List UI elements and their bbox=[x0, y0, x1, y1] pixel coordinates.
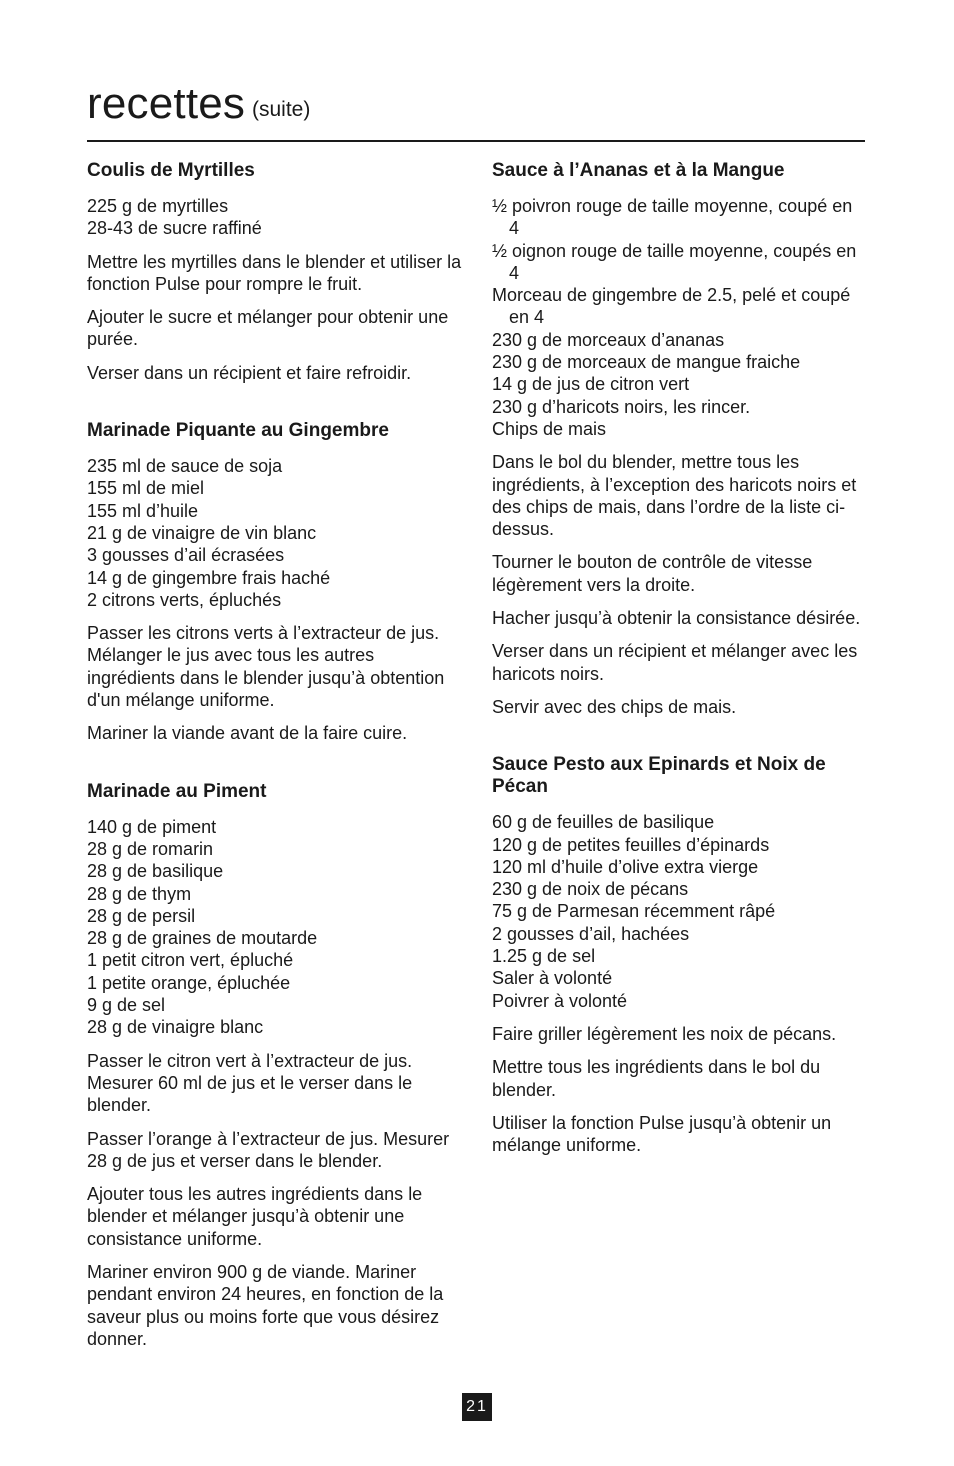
ingredient-item: ½ oignon rouge de taille moyenne, coupés en 4 bbox=[492, 240, 857, 283]
ingredient-list bbox=[87, 195, 467, 240]
ingredient-item: 1 petite orange, épluchée bbox=[87, 972, 291, 993]
ingredient-item: 14 g de gingembre frais haché bbox=[87, 567, 331, 588]
instruction-step: Mettre les myrtilles dans le blender et utiliser la fonction Pulse pour rompre le fruit. bbox=[87, 251, 462, 294]
instruction-step: Mettre tous les ingrédients dans le bol du blender. bbox=[492, 1057, 821, 1100]
ingredient-item: 28 g de romarin bbox=[87, 838, 214, 859]
ingredient-item: 9 g de sel bbox=[87, 995, 166, 1016]
instruction-step: Faire griller légèrement les noix de pécans. bbox=[492, 1023, 837, 1044]
page-title: recettes bbox=[87, 79, 246, 128]
ingredient-item: 155 ml d’huile bbox=[87, 500, 199, 521]
ingredient-item: 3 gousses d’ail écrasées bbox=[87, 545, 285, 566]
recipe-section bbox=[87, 420, 467, 745]
ingredient-item: 28 g de basilique bbox=[87, 861, 224, 882]
instruction-step: Dans le bol du blender, mettre tous les ingrédients, à l’exception des haricots noirs et des chips de mais, dans l’ordre de la liste ci-dessus. bbox=[492, 452, 857, 540]
ingredient-item: 1 petit citron vert, épluché bbox=[87, 950, 294, 971]
ingredient-item: Poivrer à volonté bbox=[492, 990, 628, 1011]
ingredient-item: Morceau de gingembre de 2.5, pelé et coupé en 4 bbox=[492, 285, 851, 328]
instruction-step: Passer les citrons verts à l’extracteur de jus. Mélanger le jus avec tous les autres ingrédients dans le blender jusqu’à obtention d'un mélange uniforme. bbox=[87, 623, 445, 711]
ingredient-item: 120 ml d’huile d’olive extra vierge bbox=[492, 856, 759, 877]
ingredient-item: 28 g de vinaigre blanc bbox=[87, 1017, 264, 1038]
ingredient-item: 28-43 de sucre raffiné bbox=[87, 218, 262, 239]
recipe-section bbox=[87, 781, 467, 1351]
ingredient-item: Saler à volonté bbox=[492, 968, 613, 989]
recipe-section bbox=[87, 160, 467, 384]
ingredient-item: 230 g d’haricots noirs, les rincer. bbox=[492, 396, 751, 417]
ingredient-list bbox=[492, 811, 864, 1012]
ingredient-item: ½ poivron rouge de taille moyenne, coupé en 4 bbox=[492, 196, 853, 239]
instruction-step: Passer l’orange à l’extracteur de jus. Mesurer 28 g de jus et verser dans le blender. bbox=[87, 1128, 450, 1171]
page-number: 21 bbox=[462, 1393, 492, 1421]
left-column bbox=[87, 160, 467, 1386]
page-subtitle: (suite) bbox=[252, 98, 311, 121]
ingredient-item: 14 g de jus de citron vert bbox=[492, 374, 690, 395]
instruction-step: Verser dans un récipient et mélanger avec les haricots noirs. bbox=[492, 641, 858, 684]
ingredient-item: 235 ml de sauce de soja bbox=[87, 456, 283, 477]
ingredient-item: Chips de mais bbox=[492, 418, 607, 439]
ingredient-list bbox=[492, 195, 864, 440]
ingredient-list bbox=[87, 455, 467, 611]
recipe-section bbox=[492, 160, 864, 718]
ingredient-item: 230 g de morceaux d’ananas bbox=[492, 329, 725, 350]
ingredient-item: 28 g de thym bbox=[87, 883, 192, 904]
ingredient-item: 21 g de vinaigre de vin blanc bbox=[87, 522, 317, 543]
ingredient-item: 28 g de persil bbox=[87, 905, 196, 926]
instruction-step: Ajouter tous les autres ingrédients dans le blender et mélanger jusqu’à obtenir une consistance uniforme. bbox=[87, 1184, 423, 1249]
ingredient-item: 230 g de noix de pécans bbox=[492, 879, 689, 900]
instruction-step: Utiliser la fonction Pulse jusqu’à obtenir un mélange uniforme. bbox=[492, 1112, 832, 1156]
recipe-title: Sauce Pesto aux Epinards et Noix de Pécan bbox=[492, 754, 826, 798]
instruction-step: Hacher jusqu’à obtenir la consistance désirée. bbox=[492, 608, 861, 629]
right-column bbox=[492, 160, 864, 1192]
ingredient-item: 140 g de piment bbox=[87, 816, 217, 837]
recipe-section bbox=[492, 754, 864, 1156]
ingredient-item: 28 g de graines de moutarde bbox=[87, 928, 318, 949]
instruction-step: Servir avec des chips de mais. bbox=[492, 696, 737, 717]
ingredient-item: 2 gousses d’ail, hachées bbox=[492, 923, 690, 944]
ingredient-item: 155 ml de miel bbox=[87, 478, 205, 499]
page-header bbox=[87, 78, 865, 142]
ingredient-item: 1.25 g de sel bbox=[492, 946, 596, 967]
ingredient-item: 60 g de feuilles de basilique bbox=[492, 812, 715, 833]
ingredient-item: 2 citrons verts, épluchés bbox=[87, 589, 282, 610]
ingredient-item: 120 g de petites feuilles d’épinards bbox=[492, 834, 770, 855]
recipe-title: Marinade Piquante au Gingembre bbox=[87, 420, 389, 442]
ingredient-item: 225 g de myrtilles bbox=[87, 196, 229, 216]
recipe-title: Marinade au Piment bbox=[87, 780, 267, 802]
instruction-step: Ajouter le sucre et mélanger pour obtenir une purée. bbox=[87, 307, 449, 350]
recipe-title: Sauce à l’Ananas et à la Mangue bbox=[492, 160, 785, 181]
ingredient-item: 230 g de morceaux de mangue fraiche bbox=[492, 352, 801, 373]
instruction-step: Mariner la viande avant de la faire cuire. bbox=[87, 723, 408, 744]
recipe-title: Coulis de Myrtilles bbox=[87, 160, 255, 181]
instruction-step: Verser dans un récipient et faire refroidir. bbox=[87, 362, 412, 383]
instruction-step: Tourner le bouton de contrôle de vitesse légèrement vers la droite. bbox=[492, 552, 813, 595]
ingredient-item: 75 g de Parmesan récemment râpé bbox=[492, 901, 776, 922]
ingredient-list bbox=[87, 816, 467, 1039]
instruction-step: Mariner environ 900 g de viande. Mariner pendant environ 24 heures, en fonction de la saveur plus ou moins forte que vous désirez donner. bbox=[87, 1261, 444, 1349]
instruction-step: Passer le citron vert à l’extracteur de jus. Mesurer 60 ml de jus et le verser dans le blender. bbox=[87, 1050, 413, 1116]
